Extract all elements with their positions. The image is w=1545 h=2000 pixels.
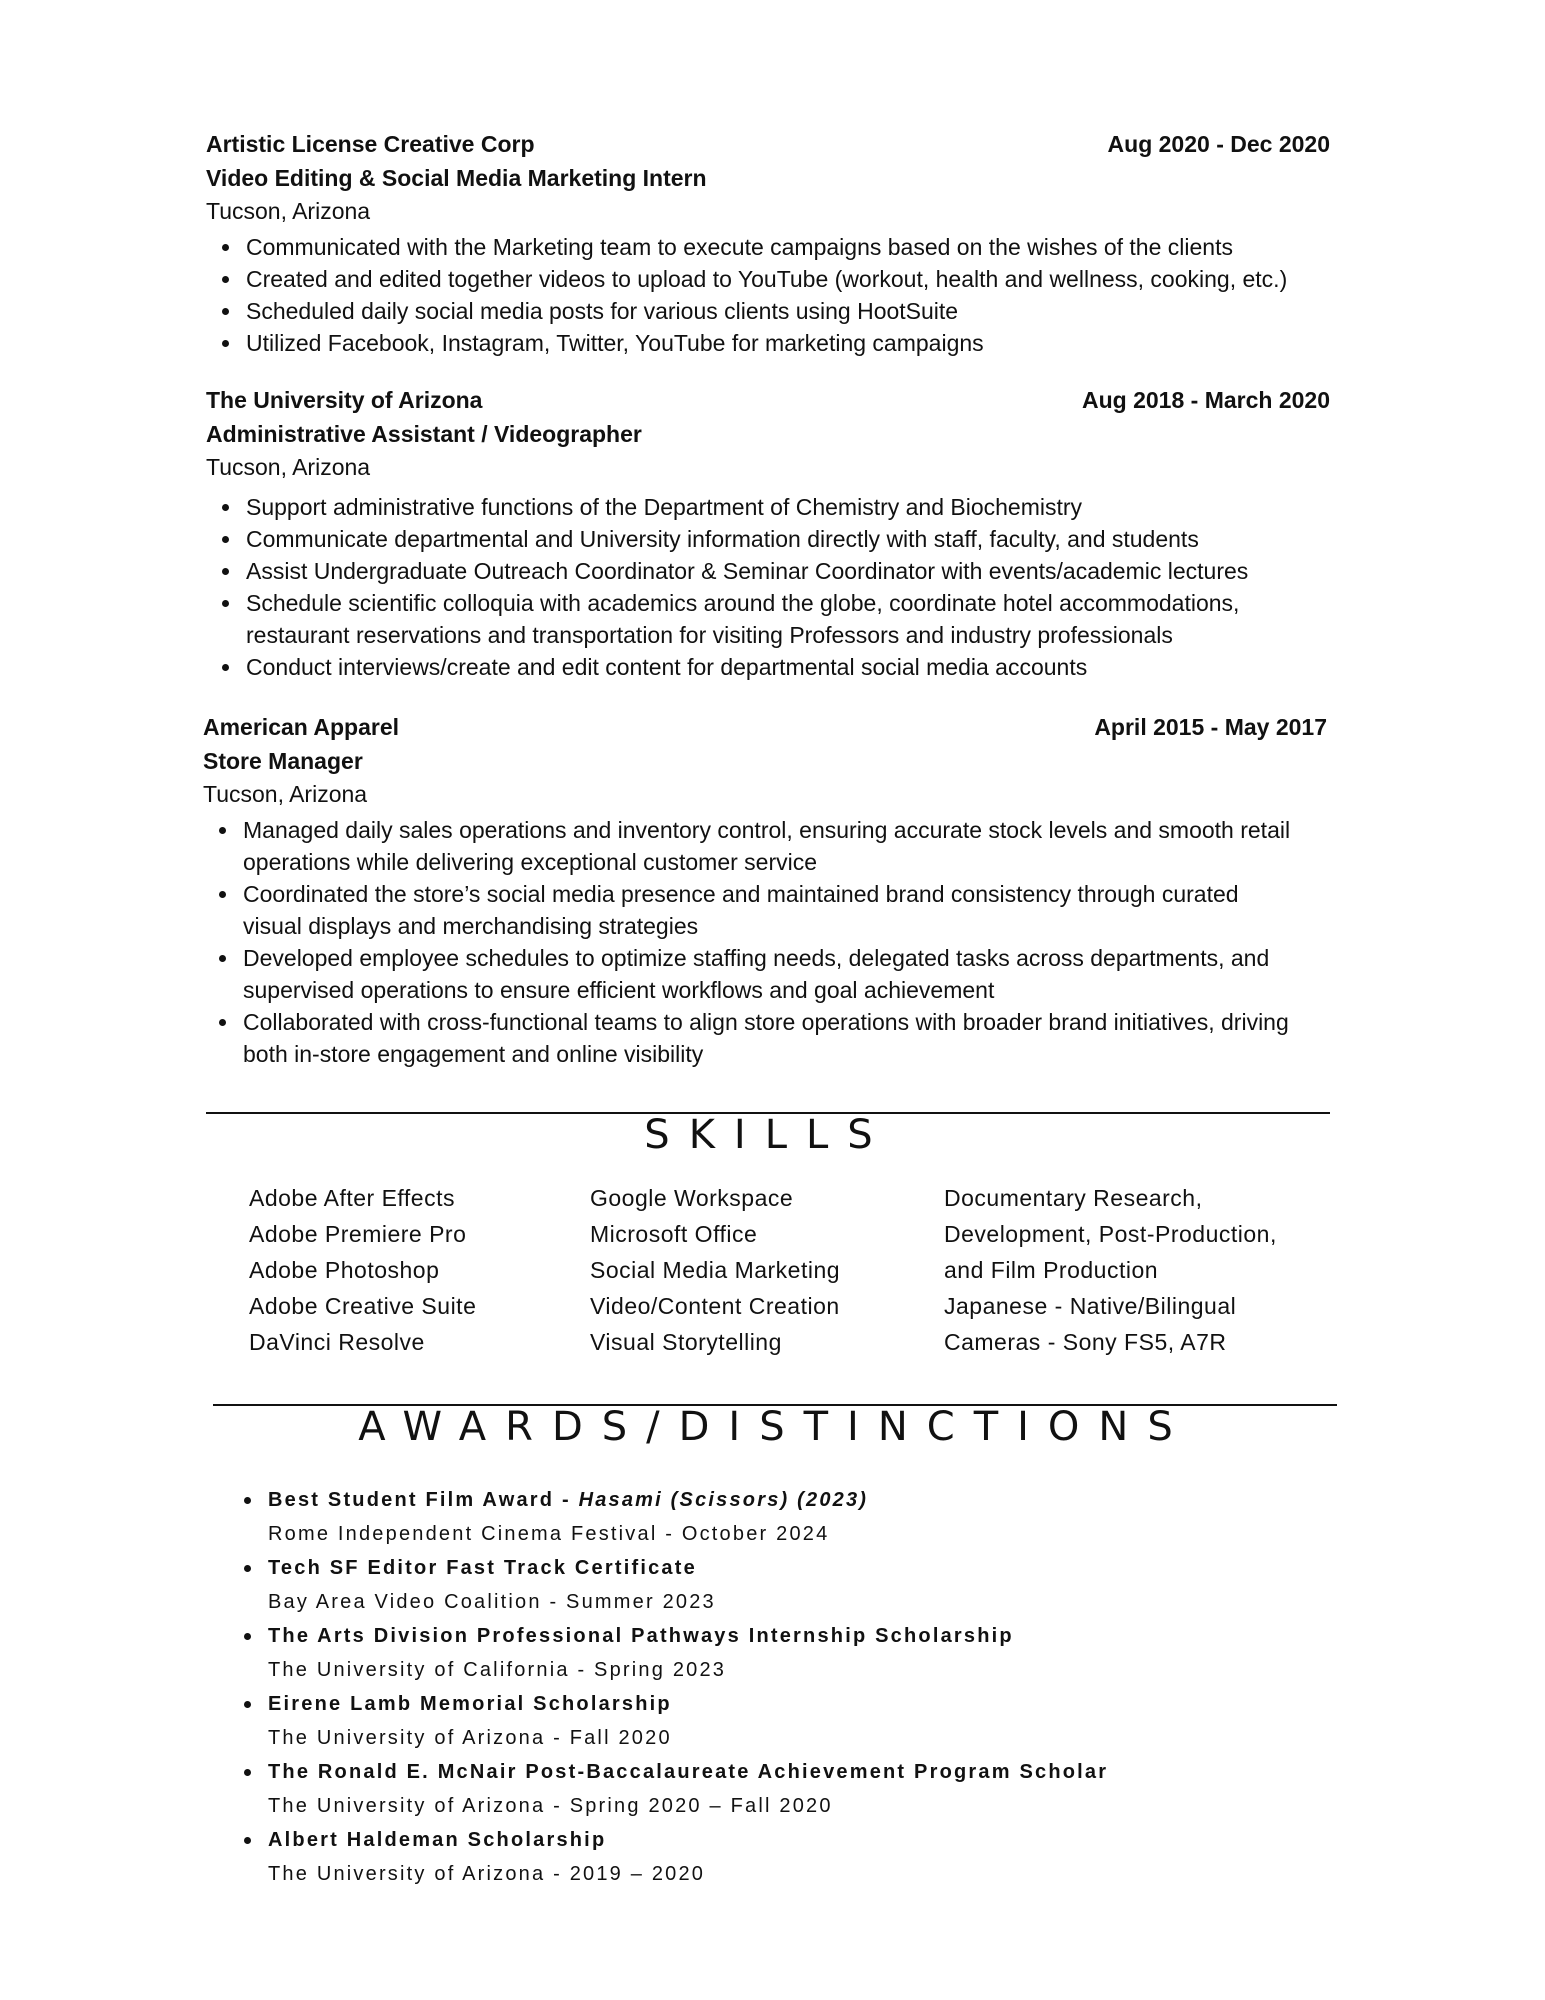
job-bullet: Coordinated the store’s social media presence and maintained brand consistency through curated visual displays and merchandising strategies	[203, 878, 1327, 942]
award-title: The Arts Division Professional Pathways Internship Scholarship	[268, 1625, 1014, 1647]
job-company: The University of Arizona	[206, 387, 483, 413]
job-bullet: Created and edited together videos to upload to YouTube (workout, health and wellness, cooking, etc.)	[206, 263, 1330, 295]
job-bullets	[206, 231, 1330, 359]
skill-item: Adobe Creative Suite	[249, 1293, 477, 1319]
award-detail: The University of California - Spring 2023	[268, 1659, 727, 1681]
job-dates: Aug 2020 - Dec 2020	[1107, 131, 1330, 157]
job-bullet: Collaborated with cross-functional teams to align store operations with broader brand initiatives, driving both in-store engagement and online visibility	[203, 1006, 1327, 1070]
award-item	[232, 1755, 1332, 1823]
skill-item: and Film Production	[944, 1257, 1159, 1283]
award-detail: Bay Area Video Coalition - Summer 2023	[268, 1591, 716, 1613]
skill-item: Adobe Premiere Pro	[249, 1221, 467, 1247]
skill-item: Google Workspace	[590, 1185, 794, 1211]
skill-item: Social Media Marketing	[590, 1257, 841, 1283]
job-bullet: Assist Undergraduate Outreach Coordinator & Seminar Coordinator with events/academic lectures	[206, 555, 1330, 587]
job-bullets	[206, 491, 1330, 683]
award-detail: The University of Arizona - Fall 2020	[268, 1727, 672, 1749]
job-dates: April 2015 - May 2017	[1094, 714, 1327, 740]
skill-item: Documentary Research,	[944, 1185, 1203, 1211]
job-company: Artistic License Creative Corp	[206, 131, 535, 157]
award-item	[232, 1687, 1332, 1755]
job-company: American Apparel	[203, 714, 399, 740]
skills-column	[944, 1180, 1277, 1360]
award-item	[232, 1823, 1332, 1891]
skill-item: Japanese - Native/Bilingual	[944, 1293, 1237, 1319]
skill-item: Microsoft Office	[590, 1221, 758, 1247]
experience-entry	[206, 383, 1330, 683]
award-title: The Ronald E. McNair Post-Baccalaureate Achievement Program Scholar	[268, 1761, 1109, 1783]
skills-column	[590, 1180, 840, 1360]
award-title: Tech SF Editor Fast Track Certificate	[268, 1557, 697, 1579]
skill-item: Visual Storytelling	[590, 1329, 782, 1355]
job-bullet: Utilized Facebook, Instagram, Twitter, YouTube for marketing campaigns	[206, 327, 1330, 359]
job-role: Video Editing & Social Media Marketing Intern	[206, 165, 707, 191]
experience-entry	[206, 127, 1330, 359]
skill-item: Cameras - Sony FS5, A7R	[944, 1329, 1227, 1355]
skill-item: Development, Post-Production,	[944, 1221, 1277, 1247]
job-bullet: Support administrative functions of the Department of Chemistry and Biochemistry	[206, 491, 1330, 523]
award-title	[268, 1483, 1332, 1517]
award-title-italic: Hasami (Scissors) (2023)	[578, 1489, 869, 1511]
job-bullet: Scheduled daily social media posts for various clients using HootSuite	[206, 295, 1330, 327]
job-header	[206, 383, 1330, 417]
job-role: Administrative Assistant / Videographer	[206, 421, 642, 447]
job-bullet: Schedule scientific colloquia with academics around the globe, coordinate hotel accommodations, restaurant reservations and transportation for visiting Professors and industry professionals	[206, 587, 1330, 651]
job-bullet: Communicated with the Marketing team to execute campaigns based on the wishes of the clients	[206, 231, 1330, 263]
award-item	[232, 1619, 1332, 1687]
job-location: Tucson, Arizona	[206, 454, 371, 480]
job-header	[206, 127, 1330, 161]
job-location: Tucson, Arizona	[203, 781, 368, 807]
job-bullet: Managed daily sales operations and inventory control, ensuring accurate stock levels and smooth retail operations while delivering exceptional customer service	[203, 814, 1327, 878]
job-bullet: Developed employee schedules to optimize staffing needs, delegated tasks across departments, and supervised operations to ensure efficient workflows and goal achievement	[203, 942, 1327, 1006]
award-title: Eirene Lamb Memorial Scholarship	[268, 1693, 672, 1715]
award-item	[232, 1551, 1332, 1619]
awards-list	[232, 1483, 1332, 1891]
award-detail: The University of Arizona - Spring 2020 – Fall 2020	[268, 1795, 833, 1817]
job-dates: Aug 2018 - March 2020	[1081, 387, 1330, 413]
award-item	[232, 1483, 1332, 1551]
job-bullets	[203, 814, 1327, 1070]
skill-item: Adobe After Effects	[249, 1185, 455, 1211]
experience-entry	[203, 710, 1327, 1070]
awards-heading: AWARDS/DISTINCTIONS	[358, 1404, 1192, 1450]
job-bullet: Conduct interviews/create and edit content for departmental social media accounts	[206, 651, 1330, 683]
award-title-text: Best Student Film Award -	[268, 1489, 579, 1511]
award-detail: The University of Arizona - 2019 – 2020	[268, 1863, 706, 1885]
job-bullet: Communicate departmental and University information directly with staff, faculty, and students	[206, 523, 1330, 555]
job-role: Store Manager	[203, 748, 363, 774]
skill-item: Video/Content Creation	[590, 1293, 840, 1319]
skills-heading: SKILLS	[644, 1112, 892, 1158]
job-location: Tucson, Arizona	[206, 198, 371, 224]
award-detail: Rome Independent Cinema Festival - October 2024	[268, 1523, 830, 1545]
skill-item: Adobe Photoshop	[249, 1257, 440, 1283]
award-title: Albert Haldeman Scholarship	[268, 1829, 607, 1851]
job-header	[203, 710, 1327, 744]
skills-column	[249, 1180, 476, 1360]
skill-item: DaVinci Resolve	[249, 1329, 425, 1355]
